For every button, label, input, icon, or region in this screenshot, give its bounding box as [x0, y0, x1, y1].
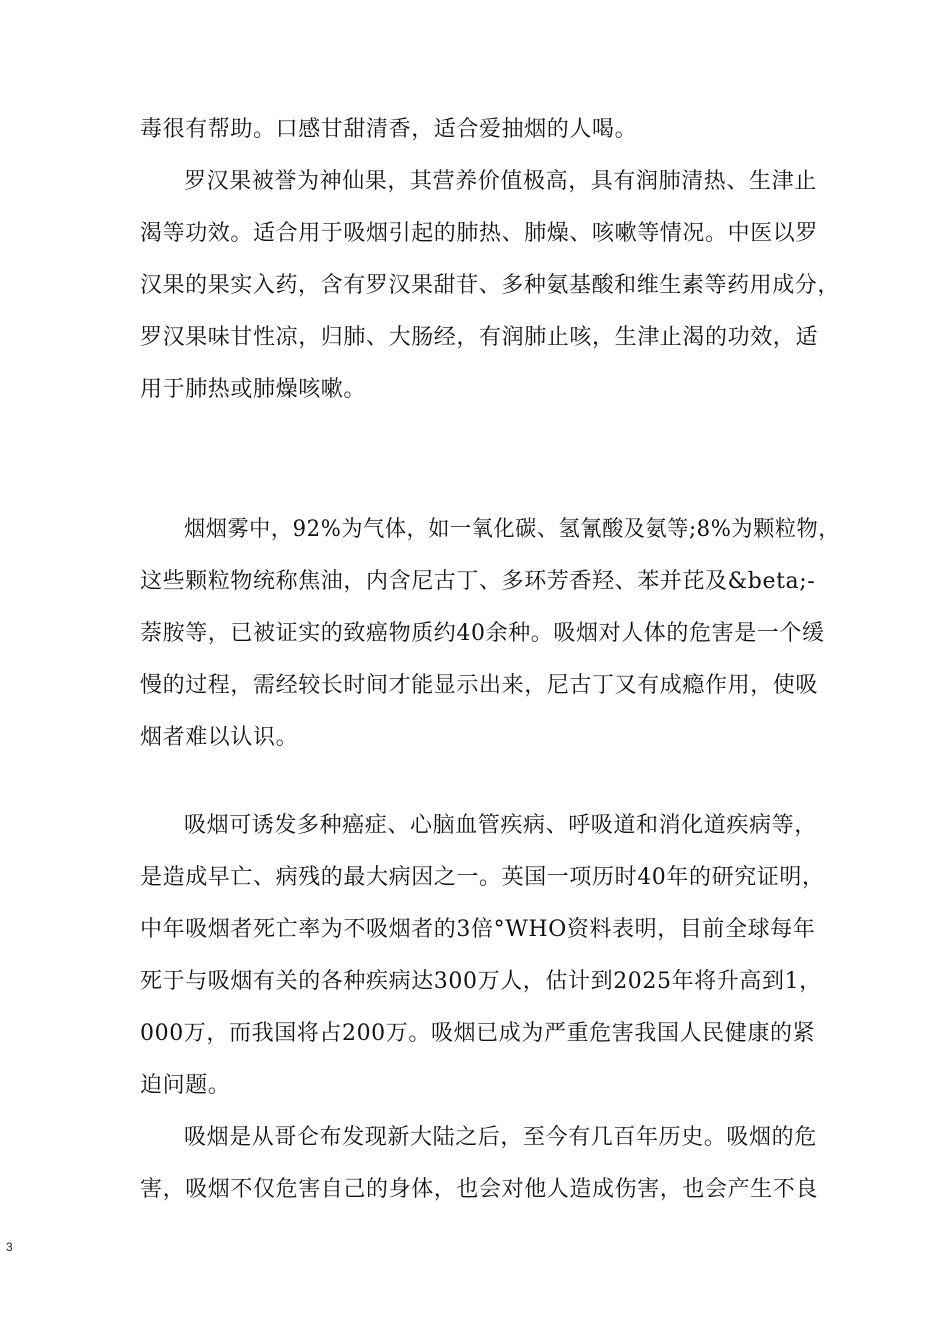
paragraph-text: 烟烟雾中，92%为气体，如一氧化碳、氢氰酸及氨等;8%为颗粒物，: [184, 517, 841, 542]
text-line: [0, 110, 950, 150]
text-line: [0, 370, 950, 410]
paragraph-text: 是造成早亡、病残的最大病因之一。英国一项历时40年的研究证明，: [140, 865, 825, 890]
text-line: [0, 718, 950, 758]
paragraph-text: 罗汉果味甘性凉，归肺、大肠经，有润肺止咳，生津止渴的功效，适: [140, 325, 819, 350]
paragraph-text: 萘胺等，已被证实的致癌物质约40余种。吸烟对人体的危害是一个缓: [140, 621, 825, 646]
text-line: [0, 666, 950, 706]
paragraph-text: 用于肺热或肺燥咳嗽。: [140, 377, 367, 402]
text-line: [0, 1170, 950, 1210]
text-line: [0, 510, 950, 550]
text-line: [0, 266, 950, 306]
text-line: [0, 806, 950, 846]
paragraph-text: 死于与吸烟有关的各种疾病达300万人，估计到2025年将升高到1，: [140, 969, 822, 994]
paragraph-text: 000万，而我国将占200万。吸烟已成为严重危害我国人民健康的紧: [140, 1021, 816, 1046]
paragraph-text: 渴等功效。适合用于吸烟引起的肺热、肺燥、咳嗽等情况。中医以罗: [140, 221, 819, 246]
text-line: [0, 910, 950, 950]
paragraph-text: 中年吸烟者死亡率为不吸烟者的3倍°WHO资料表明，目前全球每年: [140, 917, 816, 942]
paragraph-text: 吸烟是从哥仑布发现新大陆之后，至今有几百年历史。吸烟的危: [184, 1125, 817, 1150]
paragraph-text: 罗汉果被誉为神仙果，其营养价值极高，具有润肺清热、生津止: [184, 169, 817, 194]
paragraph-text: 迫问题。: [140, 1073, 231, 1098]
text-line: [0, 562, 950, 602]
text-line: [0, 1066, 950, 1106]
paragraph-text: 汉果的果实入药，含有罗汉果甜苷、多种氨基酸和维生素等药用成分，: [140, 273, 840, 298]
text-line: [0, 318, 950, 358]
paragraph-text: 烟者难以认识。: [140, 725, 299, 750]
paragraph-text: 毒很有帮助。口感甘甜清香，适合爱抽烟的人喝。: [140, 117, 638, 142]
text-line: [0, 858, 950, 898]
text-line: [0, 214, 950, 254]
paragraph-text: 慢的过程，需经较长时间才能显示出来，尼古丁又有成瘾作用，使吸: [140, 673, 819, 698]
paragraph-text: 这些颗粒物统称焦油，内含尼古丁、多环芳香羟、苯并芘及&beta;-: [140, 569, 816, 594]
text-line: [0, 614, 950, 654]
page-number: 3: [6, 1240, 13, 1254]
text-line: [0, 962, 950, 1002]
paragraph-text: 吸烟可诱发多种癌症、心脑血管疾病、呼吸道和消化道疾病等，: [184, 813, 817, 838]
text-line: [0, 1118, 950, 1158]
text-line: [0, 1014, 950, 1054]
paragraph-text: 害，吸烟不仅危害自己的身体，也会对他人造成伤害，也会产生不良: [140, 1177, 819, 1202]
text-line: [0, 162, 950, 202]
